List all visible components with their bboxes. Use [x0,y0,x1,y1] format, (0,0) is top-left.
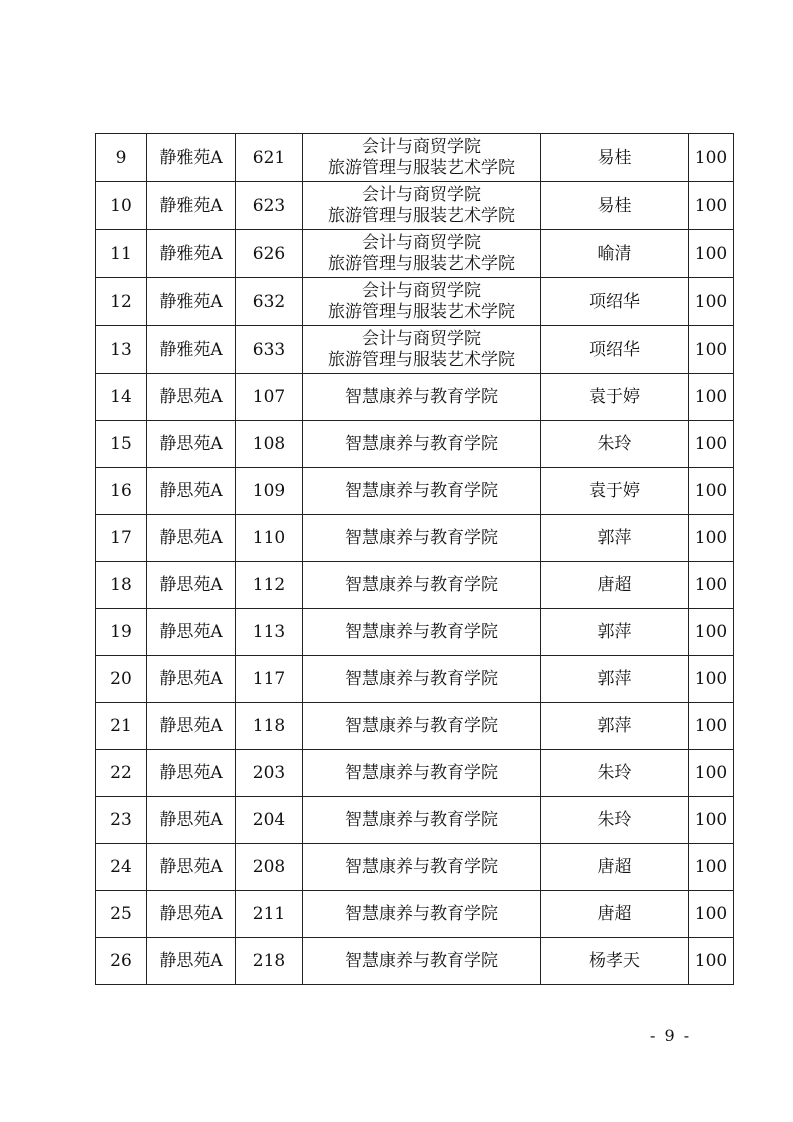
responsible-person-cell: 郭萍 [541,656,689,703]
room-number-cell: 204 [236,797,303,844]
building-cell: 静思苑A [147,844,236,891]
table-row [96,656,734,703]
page-number: - 9 - [650,1026,692,1045]
row-number-cell: 19 [96,609,147,656]
row-number-cell: 25 [96,891,147,938]
table-row [96,182,734,230]
score-cell: 100 [689,938,734,985]
responsible-person-cell: 郭萍 [541,609,689,656]
building-cell: 静雅苑A [147,230,236,278]
row-number-cell: 23 [96,797,147,844]
building-cell: 静思苑A [147,797,236,844]
room-number-cell: 632 [236,278,303,326]
building-cell: 静思苑A [147,468,236,515]
college-cell [303,421,541,468]
responsible-person-cell: 项绍华 [541,278,689,326]
score-cell: 100 [689,750,734,797]
college-name: 智慧康养与教育学院 [345,950,498,971]
responsible-person-cell: 郭萍 [541,703,689,750]
row-number-cell: 21 [96,703,147,750]
table-row [96,230,734,278]
room-number-cell: 621 [236,134,303,182]
score-cell: 100 [689,326,734,374]
building-cell: 静思苑A [147,374,236,421]
building-cell: 静思苑A [147,609,236,656]
table-row [96,278,734,326]
row-number-cell: 10 [96,182,147,230]
college-name: 智慧康养与教育学院 [345,527,498,548]
table-row [96,844,734,891]
college-cell [303,374,541,421]
table-row [96,562,734,609]
table-row [96,326,734,374]
building-cell: 静思苑A [147,891,236,938]
responsible-person-cell: 朱玲 [541,750,689,797]
building-cell: 静思苑A [147,562,236,609]
college-name: 旅游管理与服装艺术学院 [328,253,515,274]
row-number-cell: 15 [96,421,147,468]
room-number-cell: 633 [236,326,303,374]
score-cell: 100 [689,656,734,703]
responsible-person-cell: 项绍华 [541,326,689,374]
responsible-person-cell: 朱玲 [541,797,689,844]
dormitory-inspection-table [95,133,734,985]
college-name: 智慧康养与教育学院 [345,809,498,830]
row-number-cell: 11 [96,230,147,278]
responsible-person-cell: 杨孝天 [541,938,689,985]
room-number-cell: 109 [236,468,303,515]
table-row [96,421,734,468]
room-number-cell: 108 [236,421,303,468]
table-row [96,750,734,797]
row-number-cell: 17 [96,515,147,562]
college-name: 智慧康养与教育学院 [345,621,498,642]
responsible-person-cell: 唐超 [541,562,689,609]
building-cell: 静思苑A [147,656,236,703]
building-cell: 静思苑A [147,938,236,985]
score-cell: 100 [689,562,734,609]
score-cell: 100 [689,797,734,844]
table-row [96,468,734,515]
college-cell [303,182,541,230]
building-cell: 静雅苑A [147,182,236,230]
college-name: 智慧康养与教育学院 [345,715,498,736]
room-number-cell: 623 [236,182,303,230]
building-cell: 静雅苑A [147,278,236,326]
college-cell [303,656,541,703]
room-number-cell: 117 [236,656,303,703]
table-row [96,938,734,985]
score-cell: 100 [689,844,734,891]
responsible-person-cell: 喻清 [541,230,689,278]
room-number-cell: 626 [236,230,303,278]
college-cell [303,468,541,515]
table-row [96,891,734,938]
room-number-cell: 208 [236,844,303,891]
row-number-cell: 16 [96,468,147,515]
room-number-cell: 118 [236,703,303,750]
row-number-cell: 9 [96,134,147,182]
row-number-cell: 20 [96,656,147,703]
responsible-person-cell: 易桂 [541,134,689,182]
room-number-cell: 112 [236,562,303,609]
score-cell: 100 [689,515,734,562]
responsible-person-cell: 袁于婷 [541,374,689,421]
college-cell [303,750,541,797]
college-name: 会计与商贸学院 [362,328,481,349]
row-number-cell: 13 [96,326,147,374]
college-name: 旅游管理与服装艺术学院 [328,205,515,226]
score-cell: 100 [689,278,734,326]
row-number-cell: 18 [96,562,147,609]
college-name: 会计与商贸学院 [362,280,481,301]
responsible-person-cell: 朱玲 [541,421,689,468]
college-cell [303,134,541,182]
college-name: 智慧康养与教育学院 [345,856,498,877]
building-cell: 静雅苑A [147,134,236,182]
table-row [96,609,734,656]
building-cell: 静思苑A [147,515,236,562]
college-name: 智慧康养与教育学院 [345,762,498,783]
responsible-person-cell: 袁于婷 [541,468,689,515]
room-number-cell: 211 [236,891,303,938]
college-name: 会计与商贸学院 [362,136,481,157]
college-cell [303,562,541,609]
row-number-cell: 14 [96,374,147,421]
row-number-cell: 12 [96,278,147,326]
college-cell [303,230,541,278]
table-body [96,134,734,985]
table-row [96,515,734,562]
table-row [96,797,734,844]
room-number-cell: 218 [236,938,303,985]
college-name: 智慧康养与教育学院 [345,386,498,407]
responsible-person-cell: 易桂 [541,182,689,230]
score-cell: 100 [689,891,734,938]
score-cell: 100 [689,703,734,750]
room-number-cell: 110 [236,515,303,562]
building-cell: 静思苑A [147,703,236,750]
college-name: 智慧康养与教育学院 [345,480,498,501]
score-cell: 100 [689,374,734,421]
score-cell: 100 [689,134,734,182]
building-cell: 静思苑A [147,750,236,797]
college-cell [303,938,541,985]
row-number-cell: 22 [96,750,147,797]
room-number-cell: 113 [236,609,303,656]
college-cell [303,797,541,844]
college-name: 会计与商贸学院 [362,184,481,205]
college-name: 会计与商贸学院 [362,232,481,253]
college-name: 智慧康养与教育学院 [345,903,498,924]
responsible-person-cell: 郭萍 [541,515,689,562]
college-cell [303,844,541,891]
responsible-person-cell: 唐超 [541,891,689,938]
row-number-cell: 26 [96,938,147,985]
building-cell: 静雅苑A [147,326,236,374]
table-row [96,374,734,421]
college-cell [303,609,541,656]
college-cell [303,515,541,562]
college-name: 智慧康养与教育学院 [345,668,498,689]
college-cell [303,326,541,374]
college-cell [303,703,541,750]
responsible-person-cell: 唐超 [541,844,689,891]
college-name: 旅游管理与服装艺术学院 [328,301,515,322]
room-number-cell: 107 [236,374,303,421]
college-cell [303,891,541,938]
score-cell: 100 [689,230,734,278]
room-number-cell: 203 [236,750,303,797]
score-cell: 100 [689,468,734,515]
college-name: 智慧康养与教育学院 [345,574,498,595]
college-cell [303,278,541,326]
college-name: 智慧康养与教育学院 [345,433,498,454]
college-name: 旅游管理与服装艺术学院 [328,349,515,370]
score-cell: 100 [689,609,734,656]
row-number-cell: 24 [96,844,147,891]
building-cell: 静思苑A [147,421,236,468]
table-row [96,703,734,750]
table-row [96,134,734,182]
college-name: 旅游管理与服装艺术学院 [328,157,515,178]
score-cell: 100 [689,182,734,230]
score-cell: 100 [689,421,734,468]
